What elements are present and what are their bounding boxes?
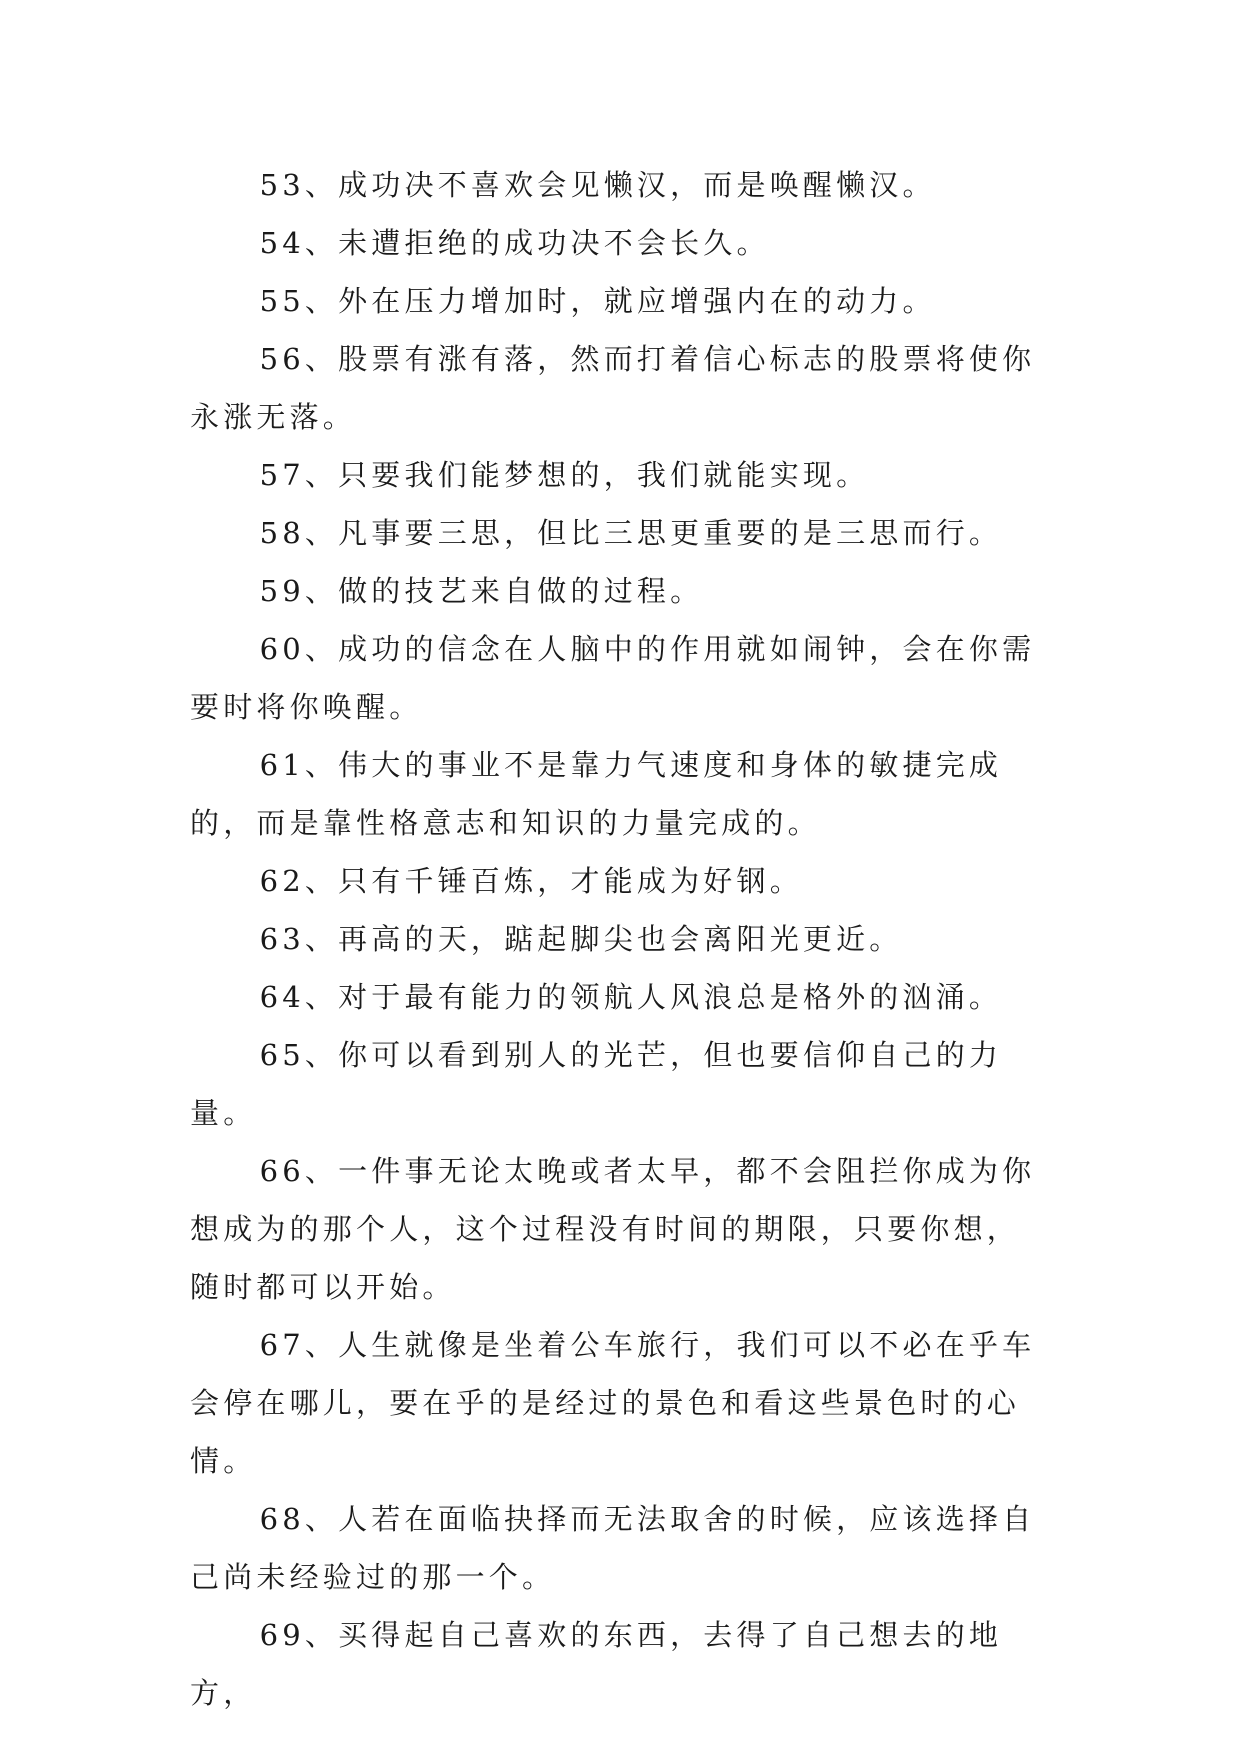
quote-paragraph-65: 65、你可以看到别人的光芒，但也要信仰自己的力量。 [190, 1038, 1003, 1130]
quote-paragraph-60: 60、成功的信念在人脑中的作用就如闹钟，会在你需要时将你唤醒。 [190, 632, 1036, 724]
quote-paragraph-61: 61、伟大的事业不是靠力气速度和身体的敏捷完成的，而是靠性格意志和知识的力量完成的。 [190, 748, 1003, 840]
document-body [190, 156, 1052, 1722]
quote-paragraph-68: 68、人若在面临抉择而无法取舍的时候，应该选择自己尚未经验过的那一个。 [190, 1502, 1036, 1594]
quote-paragraph-56: 56、股票有涨有落，然而打着信心标志的股票将使你永涨无落。 [190, 342, 1036, 434]
quote-paragraph-69: 69、买得起自己喜欢的东西，去得了自己想去的地方， [190, 1618, 1003, 1710]
quote-paragraph-62: 62、只有千锤百炼，才能成为好钢。 [259, 864, 803, 898]
quote-paragraph-63: 63、再高的天，踮起脚尖也会离阳光更近。 [259, 922, 903, 956]
quote-paragraph-57: 57、只要我们能梦想的，我们就能实现。 [259, 458, 870, 492]
quote-paragraph-67: 67、人生就像是坐着公车旅行，我们可以不必在乎车会停在哪儿，要在乎的是经过的景色和看这些景色时的心情。 [190, 1328, 1036, 1478]
quote-paragraph-66: 66、一件事无论太晚或者太早，都不会阻拦你成为你想成为的那个人，这个过程没有时间的期限，只要你想，随时都可以开始。 [190, 1154, 1036, 1304]
quote-paragraph-55: 55、外在压力增加时，就应增强内在的动力。 [259, 284, 936, 318]
quote-paragraph-58: 58、凡事要三思，但比三思更重要的是三思而行。 [259, 516, 1003, 550]
quote-paragraph-53: 53、成功决不喜欢会见懒汉，而是唤醒懒汉。 [259, 168, 936, 202]
quote-paragraph-64: 64、对于最有能力的领航人风浪总是格外的汹涌。 [259, 980, 1003, 1014]
quote-paragraph-59: 59、做的技艺来自做的过程。 [259, 574, 704, 608]
quote-paragraph-54: 54、未遭拒绝的成功决不会长久。 [259, 226, 770, 260]
